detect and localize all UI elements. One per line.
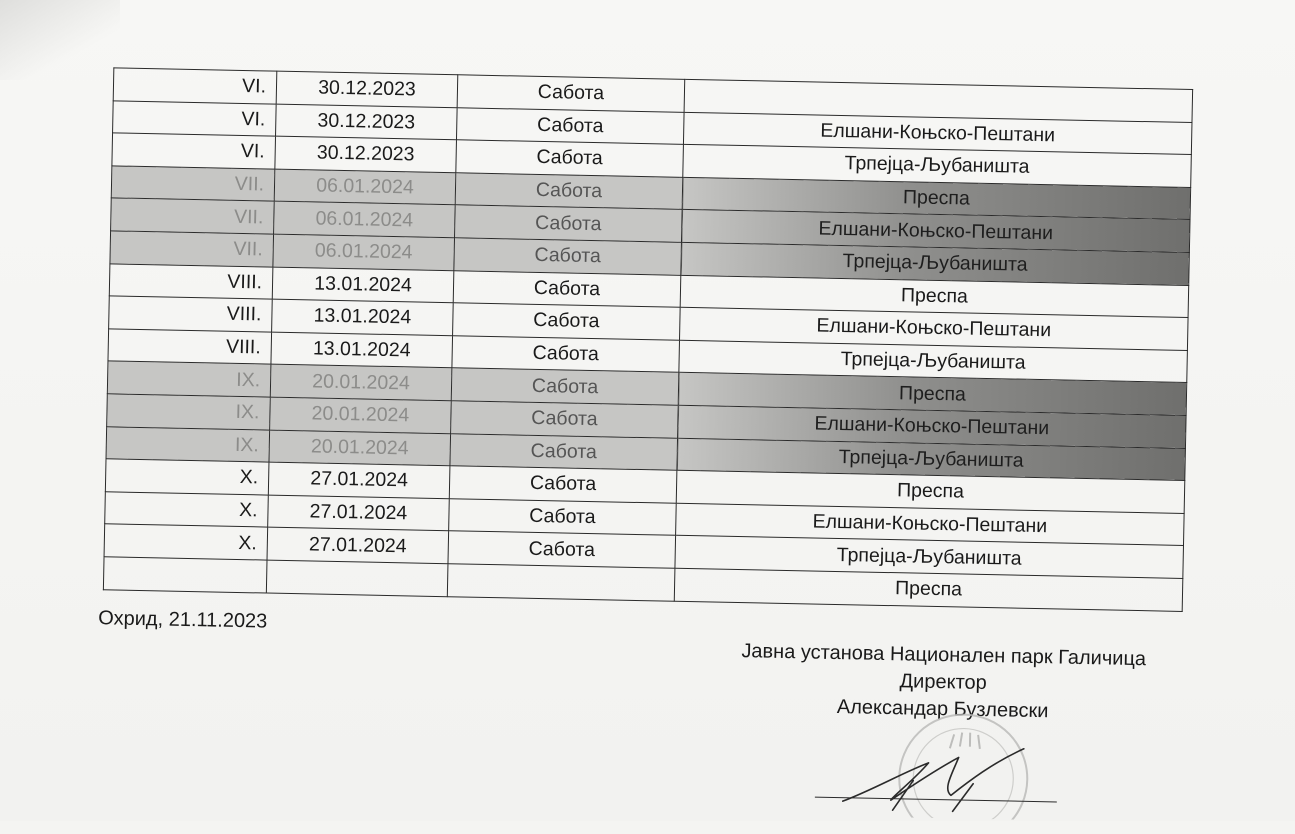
week-cell	[103, 557, 267, 593]
day-cell: Сабота	[453, 303, 681, 340]
week-cell: VII.	[110, 231, 274, 267]
day-cell: Сабота	[449, 498, 677, 535]
day-cell: Сабота	[455, 205, 683, 242]
location-cell: Елшани-Коњско-Пештани	[681, 210, 1190, 253]
week-cell: VIII.	[109, 263, 273, 299]
day-cell: Сабота	[457, 75, 685, 112]
date-cell: 30.12.2023	[275, 136, 457, 172]
location-cell: Трпејца-Љубаништа	[679, 340, 1188, 383]
day-cell: Сабота	[454, 238, 682, 275]
day-cell: Сабота	[456, 107, 684, 144]
place-and-date: Охрид, 21.11.2023	[98, 607, 267, 633]
director-title: Директор	[683, 664, 1203, 701]
date-cell: 13.01.2024	[272, 299, 454, 335]
schedule-table	[103, 67, 1193, 611]
week-cell: VII.	[111, 198, 275, 234]
day-cell: Сабота	[453, 270, 681, 307]
date-cell: 27.01.2024	[268, 495, 450, 531]
day-cell: Сабота	[456, 140, 684, 177]
location-cell: Трпејца-Љубаништа	[677, 438, 1186, 481]
week-cell: IX.	[107, 394, 271, 430]
date-cell: 06.01.2024	[274, 202, 456, 238]
date-cell	[266, 560, 448, 596]
location-cell: Преспа	[680, 275, 1189, 318]
location-cell: Трпејца-Љубаништа	[683, 145, 1192, 188]
day-cell: Сабота	[451, 401, 679, 438]
week-cell: VIII.	[109, 296, 273, 332]
week-cell: X.	[104, 524, 268, 560]
director-signature	[833, 739, 1064, 819]
director-name: Александар Бузлевски	[682, 691, 1202, 728]
institution-name: Јавна установа Национален парк Галичица	[684, 637, 1204, 674]
location-cell: Трпејца-Љубаништа	[675, 536, 1184, 579]
week-cell: IX.	[106, 426, 270, 462]
week-cell: IX.	[107, 361, 271, 397]
day-cell: Сабота	[451, 368, 679, 405]
location-cell: Преспа	[678, 373, 1187, 416]
date-cell: 20.01.2024	[270, 397, 452, 433]
week-cell: X.	[105, 492, 269, 528]
week-cell: VI.	[113, 100, 277, 136]
location-cell: Преспа	[674, 568, 1183, 611]
location-cell: Преспа	[682, 177, 1191, 220]
date-cell: 13.01.2024	[272, 267, 454, 303]
date-cell: 30.12.2023	[276, 104, 458, 140]
day-cell: Сабота	[450, 433, 678, 470]
day-cell: Сабота	[448, 531, 676, 568]
day-cell	[447, 564, 675, 601]
location-cell: Елшани-Коњско-Пештани	[676, 503, 1185, 546]
location-cell: Елшани-Коњско-Пештани	[680, 307, 1189, 350]
location-cell: Преспа	[676, 470, 1185, 513]
week-cell: X.	[105, 459, 269, 495]
date-cell: 20.01.2024	[270, 364, 452, 400]
date-cell: 13.01.2024	[271, 332, 453, 368]
week-cell: VII.	[111, 166, 275, 202]
date-cell: 20.01.2024	[269, 430, 451, 466]
date-cell: 27.01.2024	[267, 527, 449, 563]
week-cell: VI.	[112, 133, 276, 169]
day-cell: Сабота	[449, 466, 677, 503]
location-cell: Елшани-Коњско-Пештани	[683, 112, 1192, 155]
day-cell: Сабота	[455, 173, 683, 210]
schedule-table-body	[103, 68, 1192, 611]
date-cell: 27.01.2024	[268, 462, 450, 498]
week-cell: VIII.	[108, 329, 272, 365]
location-cell: Елшани-Коњско-Пештани	[678, 405, 1187, 448]
day-cell: Сабота	[452, 335, 680, 372]
date-cell: 06.01.2024	[273, 234, 455, 270]
date-cell: 06.01.2024	[274, 169, 456, 205]
week-cell: VI.	[113, 68, 277, 104]
date-cell: 30.12.2023	[276, 71, 458, 107]
location-cell: Трпејца-Љубаништа	[681, 242, 1190, 285]
